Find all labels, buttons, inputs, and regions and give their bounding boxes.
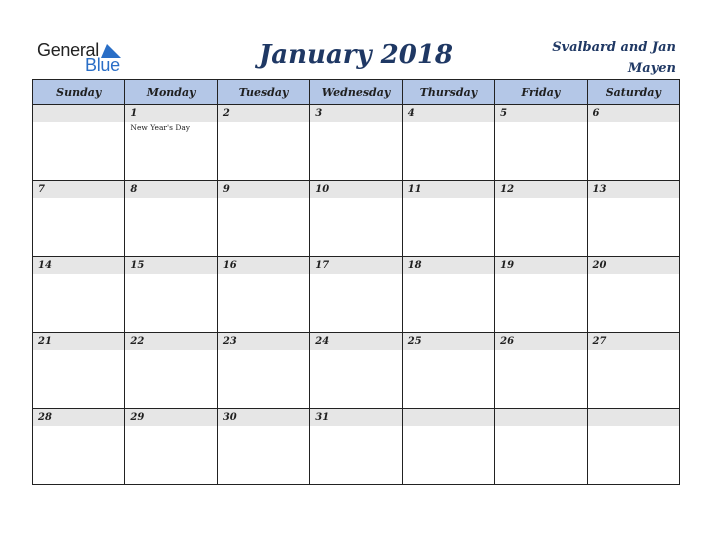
day-number: 4 <box>403 105 494 122</box>
day-cell <box>217 333 309 409</box>
day-number: 16 <box>218 257 309 274</box>
day-number: 12 <box>495 181 586 198</box>
day-cell <box>33 181 125 257</box>
day-number: 3 <box>310 105 401 122</box>
day-number: 31 <box>310 409 401 426</box>
day-cell <box>125 257 217 333</box>
day-number: 15 <box>125 257 216 274</box>
day-number: 29 <box>125 409 216 426</box>
weekday-monday: Monday <box>125 80 217 105</box>
day-number: 14 <box>33 257 124 274</box>
day-number: 11 <box>403 181 494 198</box>
day-number: 17 <box>310 257 401 274</box>
day-cell <box>217 409 309 485</box>
day-number: 24 <box>310 333 401 350</box>
day-cell <box>495 333 587 409</box>
day-number: 22 <box>125 333 216 350</box>
day-cell <box>33 333 125 409</box>
day-cell <box>125 333 217 409</box>
day-cell <box>587 105 679 181</box>
day-number: 7 <box>33 181 124 198</box>
day-cell <box>33 409 125 485</box>
day-cell <box>310 181 402 257</box>
day-cell <box>495 105 587 181</box>
week-row <box>33 257 680 333</box>
day-number: 1 <box>125 105 216 122</box>
day-cell <box>310 105 402 181</box>
day-number <box>403 409 494 426</box>
day-cell <box>125 105 217 181</box>
weekday-header-row <box>33 80 680 105</box>
weekday-sunday: Sunday <box>33 80 125 105</box>
day-cell <box>217 181 309 257</box>
day-number: 5 <box>495 105 586 122</box>
weekday-tuesday: Tuesday <box>217 80 309 105</box>
day-number: 8 <box>125 181 216 198</box>
week-row <box>33 333 680 409</box>
day-number: 18 <box>403 257 494 274</box>
weekday-friday: Friday <box>495 80 587 105</box>
day-cell <box>310 257 402 333</box>
day-number: 2 <box>218 105 309 122</box>
day-number <box>588 409 679 426</box>
day-number: 13 <box>588 181 679 198</box>
weekday-saturday: Saturday <box>587 80 679 105</box>
day-number: 28 <box>33 409 124 426</box>
empty-day-cell <box>402 409 494 485</box>
week-row <box>33 409 680 485</box>
day-number: 26 <box>495 333 586 350</box>
day-cell <box>402 105 494 181</box>
day-number: 23 <box>218 333 309 350</box>
day-cell <box>33 257 125 333</box>
day-cell <box>402 181 494 257</box>
day-number: 30 <box>218 409 309 426</box>
week-row <box>33 105 680 181</box>
day-cell <box>310 409 402 485</box>
day-number: 27 <box>588 333 679 350</box>
empty-day-cell <box>587 409 679 485</box>
country-name-line2: Mayen <box>627 61 676 76</box>
calendar-grid <box>32 79 680 485</box>
day-cell <box>217 257 309 333</box>
day-cell <box>310 333 402 409</box>
weekday-thursday: Thursday <box>402 80 494 105</box>
day-number: 20 <box>588 257 679 274</box>
day-number: 25 <box>403 333 494 350</box>
empty-day-cell <box>495 409 587 485</box>
day-cell <box>495 181 587 257</box>
day-cell <box>402 333 494 409</box>
week-row <box>33 181 680 257</box>
day-cell <box>587 333 679 409</box>
day-cell <box>587 181 679 257</box>
logo-text-general: General <box>37 40 99 60</box>
day-number: 21 <box>33 333 124 350</box>
day-cell <box>587 257 679 333</box>
empty-day-cell <box>33 105 125 181</box>
day-number: 6 <box>588 105 679 122</box>
country-name <box>536 37 676 79</box>
day-number: 19 <box>495 257 586 274</box>
holiday-label: New Year's Day <box>130 123 191 132</box>
logo-text-blue: Blue <box>85 55 120 75</box>
day-cell <box>125 181 217 257</box>
day-cell <box>125 409 217 485</box>
day-number: 10 <box>310 181 401 198</box>
calendar-title: January 2018 <box>258 40 454 70</box>
day-number: 9 <box>218 181 309 198</box>
day-cell <box>495 257 587 333</box>
day-number <box>495 409 586 426</box>
day-number <box>33 105 124 122</box>
day-cell <box>402 257 494 333</box>
day-cell <box>217 105 309 181</box>
weekday-wednesday: Wednesday <box>310 80 402 105</box>
country-name-line1: Svalbard and Jan <box>552 40 676 55</box>
